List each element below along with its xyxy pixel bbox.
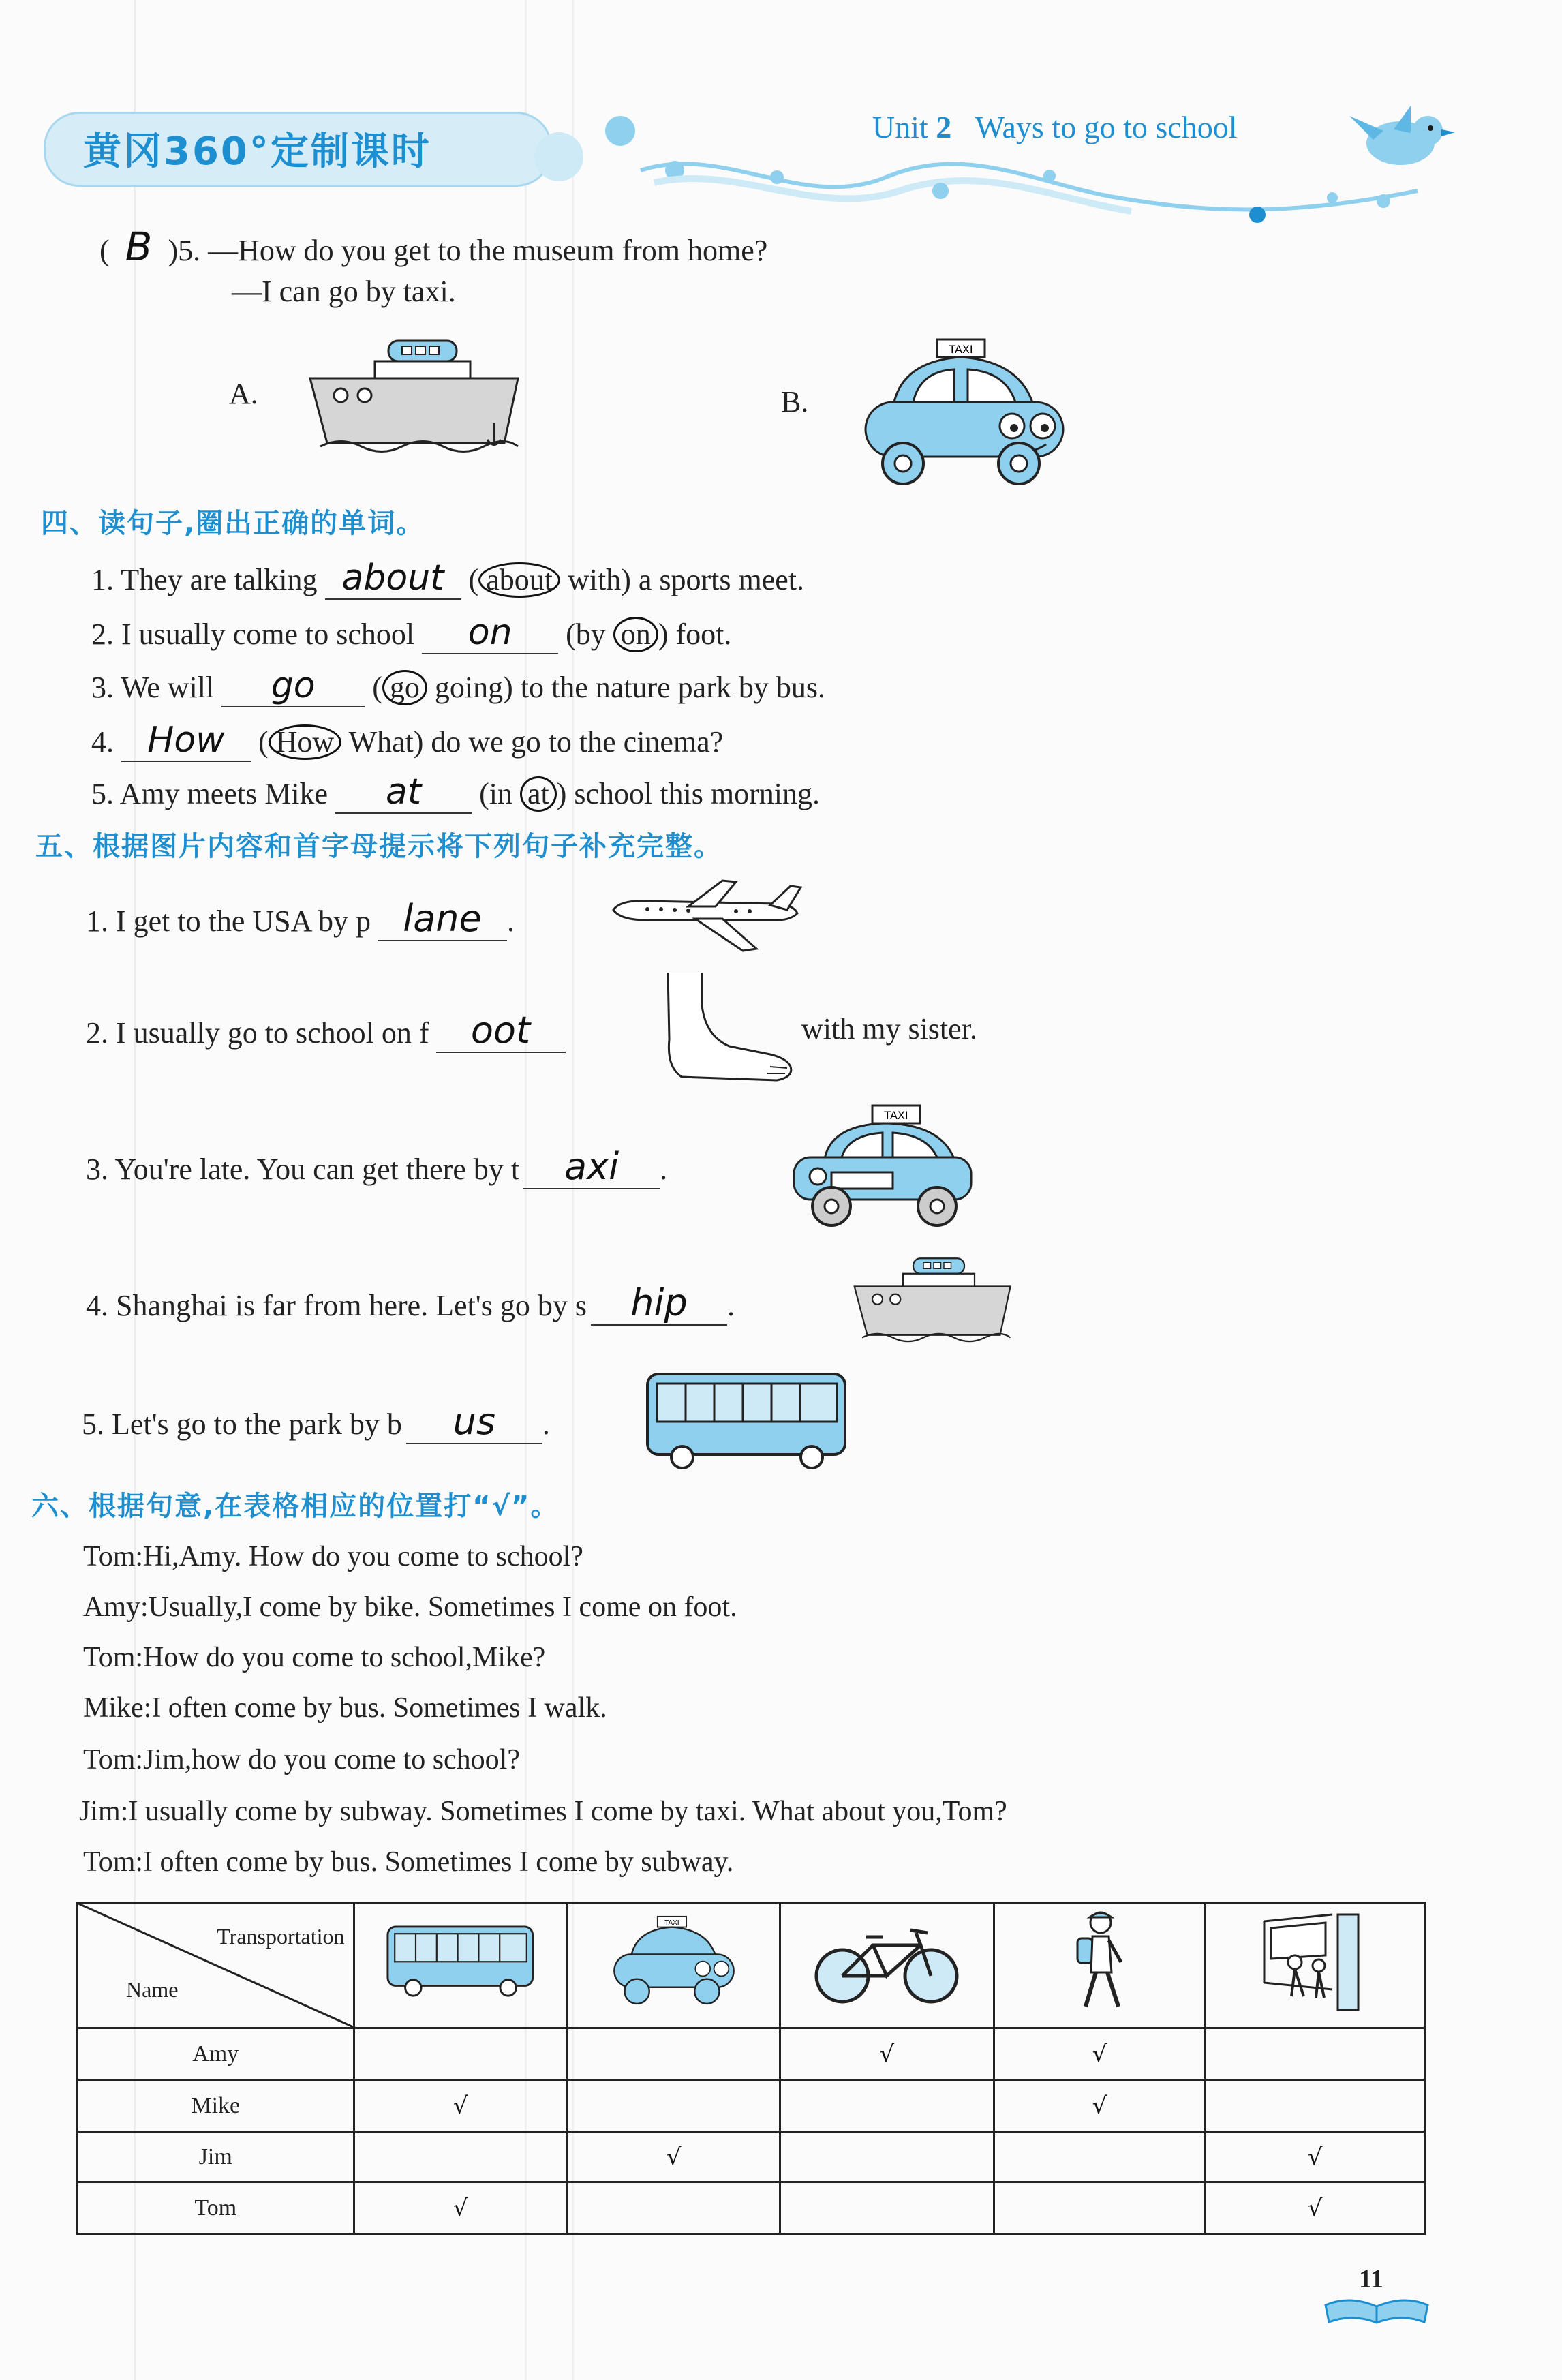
check-cell — [1206, 2080, 1425, 2132]
check-cell: √ — [994, 2028, 1206, 2080]
check-cell — [567, 2080, 780, 2132]
unit-title: Ways to go to school — [975, 110, 1238, 144]
taxi-icon — [852, 334, 1077, 498]
row-name: Jim — [78, 2132, 354, 2182]
s4-paren: ) — [658, 617, 669, 651]
bus-icon — [379, 1925, 542, 2000]
q5-option-a: A. — [229, 377, 258, 410]
check-cell: √ — [1206, 2182, 1425, 2234]
s4-answer-blank: go — [221, 665, 365, 707]
check-cell — [780, 2080, 994, 2132]
bus-icon — [645, 1371, 849, 1474]
s4-paren: ) — [503, 671, 513, 704]
dialogue-line: Tom:Jim,how do you come to school? — [83, 1744, 520, 1775]
walking-icon — [1058, 1908, 1140, 2017]
col-subway — [1206, 1903, 1425, 2028]
header-name: Name — [126, 1977, 179, 2002]
check-cell — [994, 2132, 1206, 2182]
s4-answer-blank: on — [422, 612, 558, 654]
s4-answer-blank: about — [325, 558, 461, 600]
s5-item-text: 1. I get to the USA by p — [86, 904, 371, 938]
table-header-corner — [78, 1903, 354, 2028]
s4-option: in — [489, 777, 512, 810]
check-cell — [994, 2182, 1206, 2234]
col-bike — [780, 1903, 994, 2028]
header-unit — [872, 109, 1238, 145]
s5-item-text: . — [660, 1153, 668, 1186]
s4-item-text: 1. They are talking — [91, 563, 318, 596]
bike-icon — [808, 1918, 965, 2007]
s4-item-text: 4. — [91, 725, 114, 759]
s5-item-text: . — [506, 904, 515, 938]
s4-item-text: to the nature park by bus. — [520, 671, 825, 704]
s4-option: What — [348, 725, 414, 759]
q5-question: —How do you get to the museum from home? — [208, 234, 768, 267]
check-cell: √ — [994, 2080, 1206, 2132]
s4-paren: ) — [556, 777, 567, 810]
col-taxi — [567, 1903, 780, 2028]
airplane-icon — [607, 879, 804, 954]
s5-item-text: 3. You're late. You can get there by t — [86, 1153, 520, 1186]
s4-item-text: school this morning. — [574, 777, 820, 810]
section4-title: 四、读句子,圈出正确的单词。 — [41, 508, 425, 539]
q5-paren: ) — [168, 234, 179, 267]
unit-number: 2 — [936, 110, 952, 144]
col-bus — [354, 1903, 567, 2028]
s4-paren: ) — [413, 725, 424, 759]
q5-paren: ( — [99, 234, 110, 267]
taxi-icon — [606, 1913, 742, 2012]
check-cell — [1206, 2028, 1425, 2080]
ship-icon — [307, 327, 525, 470]
taxi-sign: TAXI — [664, 1919, 679, 1927]
s5-item-4 — [86, 1281, 735, 1326]
s5-item-2-post: with my sister. — [801, 1012, 977, 1046]
check-cell — [567, 2028, 780, 2080]
taxi-sign: TAXI — [884, 1109, 908, 1122]
s4-paren: ( — [372, 671, 382, 704]
q5-option-b: B. — [781, 385, 809, 418]
unit-prefix: Unit — [872, 110, 928, 144]
q5-line — [99, 224, 767, 270]
section6-title: 六、根据句意,在表格相应的位置打“√”。 — [31, 1491, 560, 1522]
dialogue-line: Tom:Hi,Amy. How do you come to school? — [83, 1541, 583, 1572]
check-cell — [567, 2182, 780, 2234]
taxi-car-icon — [791, 1104, 975, 1234]
s4-item-1 — [91, 558, 804, 600]
s4-answer-blank: at — [335, 772, 472, 814]
s4-item-text: 3. We will — [91, 671, 215, 704]
row-name: Mike — [78, 2080, 354, 2132]
row-name: Tom — [78, 2182, 354, 2234]
dialogue-line: Tom:How do you come to school,Mike? — [83, 1642, 546, 1673]
check-cell: √ — [780, 2028, 994, 2080]
s4-paren: ( — [468, 563, 479, 596]
check-cell: √ — [354, 2182, 567, 2234]
s4-option: with — [567, 563, 622, 596]
header-diagonal — [78, 1904, 358, 2029]
s5-item-1 — [86, 897, 515, 941]
check-cell: √ — [354, 2080, 567, 2132]
s4-answer-blank: How — [121, 720, 251, 762]
s5-answer-blank: oot — [436, 1009, 566, 1053]
q5-response: —I can go by taxi. — [232, 275, 456, 308]
q5-answer: B — [125, 224, 153, 270]
s4-paren: ( — [566, 617, 576, 651]
dialogue-line: Tom:I often come by bus. Sometimes I come by subway. — [83, 1846, 734, 1878]
s4-item-text: 2. I usually come to school — [91, 617, 415, 651]
transport-table — [76, 1902, 1426, 2235]
foot-icon — [654, 971, 797, 1087]
s4-option-circled: at — [520, 776, 557, 812]
s4-option: going — [434, 671, 504, 704]
s5-item-text: . — [542, 1407, 550, 1441]
check-cell: √ — [567, 2132, 780, 2182]
s4-option-circled: How — [269, 724, 342, 760]
q5-number: 5. — [178, 234, 201, 267]
s5-answer-blank: lane — [378, 897, 507, 941]
s4-item-5 — [91, 772, 820, 814]
s4-item-text: 5. Amy meets Mike — [91, 777, 328, 810]
s5-answer-blank: us — [406, 1400, 542, 1444]
bird-icon — [1346, 102, 1455, 177]
s4-item-4 — [91, 720, 723, 762]
s4-item-text: a sports meet. — [638, 563, 805, 596]
s5-answer-blank: hip — [591, 1281, 727, 1326]
check-cell: √ — [1206, 2132, 1425, 2182]
dialogue-line: Jim:I usually come by subway. Sometimes I come by taxi. What about you,Tom? — [79, 1796, 1007, 1827]
check-cell — [354, 2028, 567, 2080]
s4-option-circled: about — [478, 562, 560, 598]
taxi-sign: TAXI — [949, 343, 973, 356]
s4-paren: ) — [621, 563, 631, 596]
s5-item-3 — [86, 1145, 667, 1189]
s4-item-3 — [91, 665, 825, 707]
header-transportation: Transportation — [217, 1924, 345, 1949]
s5-item-2 — [86, 1009, 566, 1053]
s4-option: by — [575, 617, 606, 651]
check-cell — [354, 2132, 567, 2182]
s5-item-text: . — [726, 1289, 735, 1322]
s4-option-circled: on — [613, 617, 658, 652]
col-walk — [994, 1903, 1206, 2028]
s4-item-text: do we go to the cinema? — [431, 725, 724, 759]
ship-icon — [852, 1247, 1015, 1356]
page-number: 11 — [1359, 2265, 1383, 2293]
s5-answer-blank: axi — [523, 1145, 660, 1189]
dialogue-line: Amy:Usually,I come by bike. Sometimes I come on foot. — [83, 1591, 737, 1623]
row-name: Amy — [78, 2028, 354, 2080]
s5-item-text: 4. Shanghai is far from here. Let's go by s — [86, 1289, 587, 1322]
s4-paren: ( — [479, 777, 489, 810]
s5-item-text: 2. I usually go to school on f — [86, 1016, 429, 1050]
s4-item-text: foot. — [675, 617, 732, 651]
s4-paren: ( — [258, 725, 269, 759]
s5-item-text: 5. Let's go to the park by b — [82, 1407, 402, 1441]
check-cell — [780, 2182, 994, 2234]
check-cell — [780, 2132, 994, 2182]
subway-icon — [1257, 1908, 1373, 2017]
s4-item-2 — [91, 612, 731, 654]
section5-title: 五、根据图片内容和首字母提示将下列句子补充完整。 — [35, 831, 722, 862]
s5-item-5 — [82, 1400, 550, 1444]
s4-option-circled: go — [382, 670, 427, 705]
header-brand: 黄冈360°定制课时 — [83, 129, 431, 174]
book-icon — [1322, 2291, 1431, 2325]
dialogue-line: Mike:I often come by bus. Sometimes I walk. — [83, 1692, 607, 1724]
